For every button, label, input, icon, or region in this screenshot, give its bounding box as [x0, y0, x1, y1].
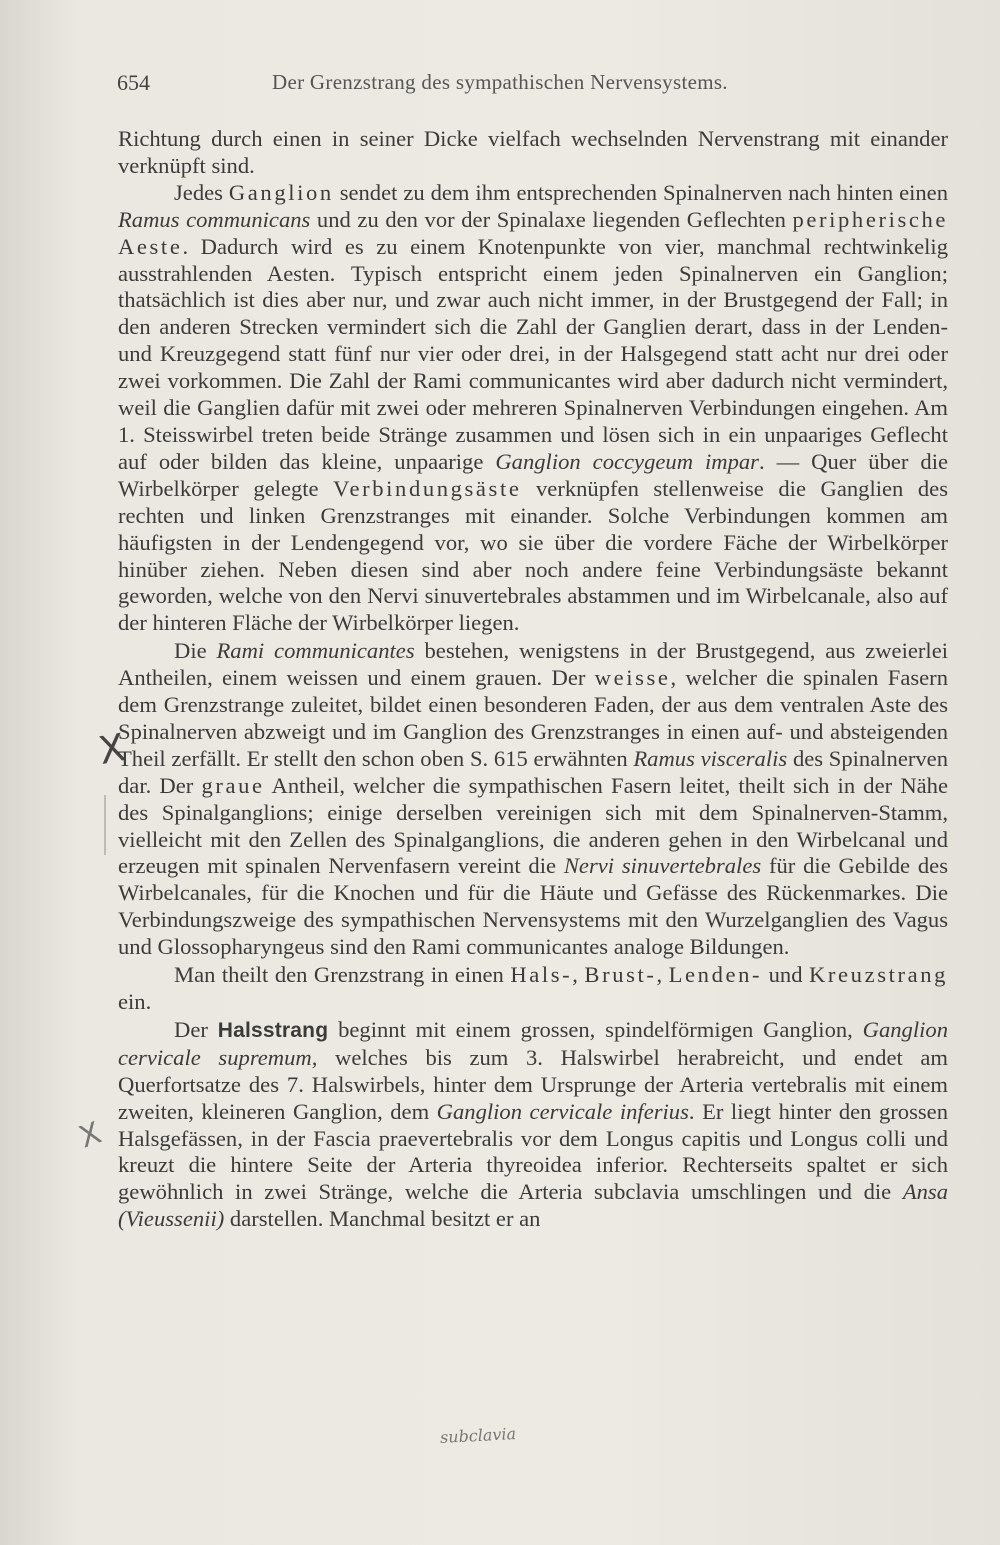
body-text [118, 126, 948, 1233]
margin-pencil-line [104, 795, 106, 855]
paragraph-2: Jedes Ganglion sendet zu dem ihm entsprechenden Spinalnerven nach hinten einen Ramus communicans und zu den vor der Spinalaxe liegenden Geflechten peripherische Aeste. Dadurch wird es zu einem Knotenpunkte von vier, manchmal rechtwinkelig ausstrahlenden Aesten. Typisch entspricht einem jeden Spinalnerven ein Ganglion; thatsächlich ist dies aber nur, und zwar auch nicht immer, in der Brustgegend der Fall; in den anderen Strecken vermindert sich die Zahl der Ganglien derart, dass in der Lenden- und Kreuzgegend statt fünf nur vier oder drei, in der Halsgegend statt acht nur drei oder zwei vorkommen. Die Zahl der Rami communicantes wird aber dadurch nicht vermindert, weil die Ganglien dafür mit zwei oder mehreren Spinalnerven Verbindungen eingehen. Am 1. Steisswirbel treten beide Stränge zusammen und lösen sich in ein unpaariges Geflecht auf oder bilden das kleine, unpaarige Ganglion coccygeum impar. — Quer über die Wirbelkörper gelegte Verbindungsäste verknüpfen stellenweise die Ganglien des rechten und linken Grenzstranges mit einander. Solche Verbindungen kommen am häufigsten in der Lendengegend vor, wo sie über die vordere Fäche der Wirbelkörper hinüber ziehen. Neben diesen sind aber noch andere feine Verbindungsäste bekannt geworden, welche von den Nervi sinuvertebrales abstammen und im Wirbelcanale, also auf der hinteren Fläche der Wirbelkörper liegen. [118, 179, 949, 636]
running-title: Der Grenzstrang des sympathischen Nervensystems. [272, 70, 728, 94]
margin-cross-mark: X [95, 725, 129, 773]
paragraph-3: Die Rami communicantes bestehen, wenigstens in der Brustgegend, aus zweierlei Antheilen, einem weissen und einem grauen. Der weisse, welcher die spinalen Fasern dem Grenzstrange zuleitet, bildet einen besonderen Faden, der aus dem ventralen Aste des Spinalnerven abzweigt und im Ganglion des Grenzstranges in einen auf- und absteigenden Theil zerfällt. Er stellt den schon oben S. 615 erwähnten Ramus visceralis des Spinalnerven dar. Der graue Antheil, welcher die sympathischen Fasern leitet, theilt sich in der Nähe des Spinalganglions; einige derselben vereinigen sich mit dem Spinalnerven-Stamm, vielleicht mit den Zellen des Spinalganglions, die anderen gehen in den Wirbelcanal und erzeugen mit spinalen Nervenfasern vereint die Nervi sinuvertebrales für die Gebilde des Wirbelcanales, für die Knochen und für die Häute und Gefässe des Rückenmarkes. Die Verbindungszweige des sympathischen Nervensystems mit den Wurzelganglien des Vagus und Glossopharyngeus sind den Rami communicantes analoge Bildungen. [118, 638, 949, 960]
margin-cross-mark-2: X [74, 1115, 106, 1156]
handwritten-pencil-note: subclavia [439, 1424, 517, 1447]
paragraph-4: Man theilt den Grenzstrang in einen Hals-, Brust-, Lenden- und Kreuzstrang ein. [118, 962, 949, 1014]
paragraph-5: Der Halsstrang beginnt mit einem grossen, spindelförmigen Ganglion, Ganglion cervicale supremum, welches bis zum 3. Halswirbel herabreicht, und endet am Querfortsatze des 7. Halswirbels, hinter dem Ursprunge der Arteria vertebralis mit einem zweiten, kleineren Ganglion, dem Ganglion cervicale inferius. Er liegt hinter den grossen Halsgefässen, in der Fascia praevertebralis vor dem Longus capitis und Longus colli und kreuzt die hintere Seite der Arteria thyreoidea inferior. Rechterseits spaltet er sich gewöhnlich in zwei Stränge, welche die Arteria subclavia umschlingen und die Ansa (Vieussenii) darstellen. Manchmal besitzt er an [118, 1016, 949, 1232]
paragraph-1: Richtung durch einen in seiner Dicke vielfach wechselnden Nervenstrang mit einander verknüpft sind. [118, 126, 948, 178]
page-number: 654 [117, 70, 150, 95]
